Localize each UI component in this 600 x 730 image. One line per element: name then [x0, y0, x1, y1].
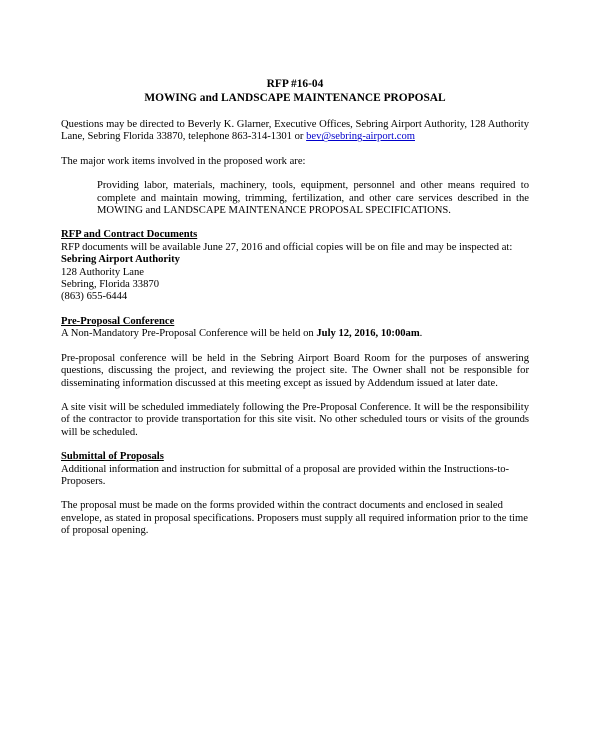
spacer: [61, 439, 529, 451]
submittal-heading: Submittal of Proposals: [61, 451, 164, 463]
pre-proposal-intro-end: .: [419, 328, 423, 340]
spacer: [61, 217, 529, 229]
rfp-documents-heading: RFP and Contract Documents: [61, 229, 198, 241]
submittal-forms-paragraph: The proposal must be made on the forms provided within the contract documents and enclosed in sealed envelope, as stated in proposal specifications. Proposers must supply all required information prior to the time of proposal opening.: [61, 500, 528, 537]
conference-location-paragraph: Pre-proposal conference will be held in the Sebring Airport Board Room for the purposes of answering questions, discussing the project, and reviewing the project site. The Owner shall not be responsible for disseminating information discussed at this meeting except as issued by Addendum issued at later date.: [61, 352, 529, 389]
address-line-2: Sebring, Florida 33870: [61, 279, 159, 291]
pre-proposal-intro: [61, 328, 529, 340]
spacer: [61, 144, 529, 156]
questions-paragraph: [61, 119, 529, 144]
address-line-1: 128 Authority Lane: [61, 266, 144, 278]
questions-text: Questions may be directed to Beverly K. Glarner, Executive Offices, Sebring Airport Authority, 128 Authority Lane, Sebring Florida 33870, telephone 863-314-1301 or: [61, 119, 529, 143]
work-items-paragraph: Providing labor, materials, machinery, tools, equipment, personnel and other means required to complete and maintain mowing, trimming, fertilization, and other care services described in the MOWING and LANDSCAPE MAINTENANCE PROPOSAL SPECIFICATIONS.: [97, 180, 529, 217]
rfp-number: RFP #16-04: [266, 78, 324, 90]
phone-number: (863) 655-6444: [61, 291, 128, 303]
spacer: [61, 390, 529, 402]
spacer: [61, 304, 529, 316]
org-name: Sebring Airport Authority: [61, 254, 180, 266]
rfp-availability-text: RFP documents will be available June 27, 2016 and official copies will be on file and may be inspected at:: [61, 241, 513, 253]
pre-proposal-intro-text: A Non-Mandatory Pre-Proposal Conference will be held on: [61, 328, 317, 340]
submittal-instructions: Additional information and instruction for submittal of a proposal are provided within the Instructions-to-Proposers.: [61, 463, 510, 487]
site-visit-paragraph: A site visit will be scheduled immediately following the Pre-Proposal Conference. It will be the responsibility of the contractor to provide transportation for this site visit. No other scheduled tours or visits of the grounds will be scheduled.: [61, 401, 529, 438]
spacer: [61, 168, 529, 180]
document-content: [61, 77, 529, 538]
document-title: MOWING and LANDSCAPE MAINTENANCE PROPOSAL: [144, 92, 446, 104]
spacer: [61, 488, 529, 500]
pre-proposal-heading: Pre-Proposal Conference: [61, 315, 175, 327]
spacer: [61, 341, 529, 353]
major-items-intro: The major work items involved in the proposed work are:: [61, 155, 306, 167]
contact-email-link[interactable]: bev@sebring-airport.com: [306, 131, 415, 143]
conference-date-time: July 12, 2016, 10:00am: [316, 328, 420, 340]
